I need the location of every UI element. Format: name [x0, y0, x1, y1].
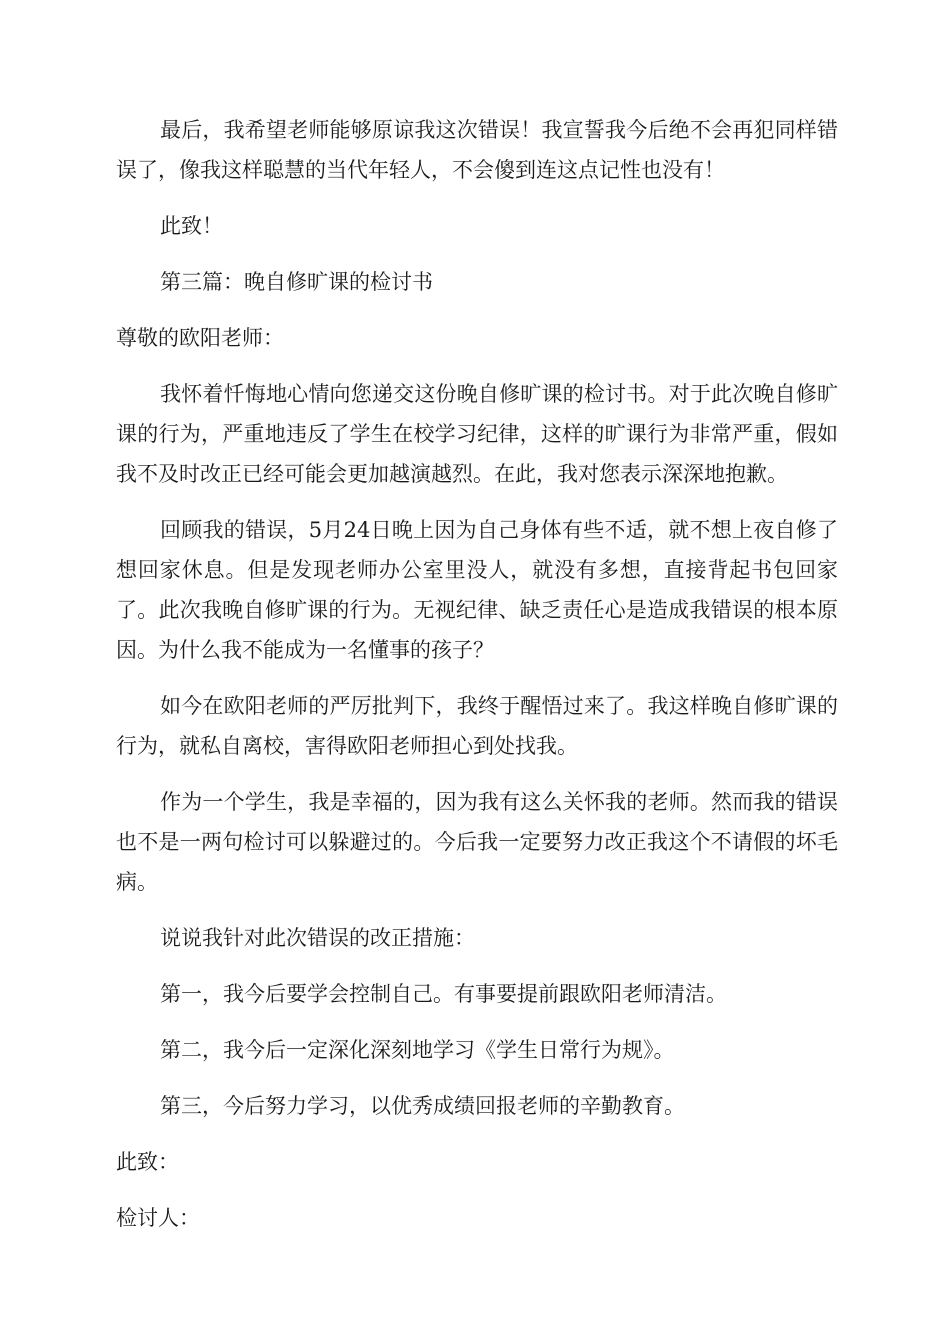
document-body — [116, 110, 838, 1254]
paragraph-salutation-1: 此致！ — [160, 214, 223, 238]
measure-item-3: 第三，今后努力学习，以优秀成绩回报老师的辛勤教育。 — [160, 1094, 685, 1118]
greeting: 尊敬的欧阳老师： — [116, 326, 284, 350]
paragraph-intro: 我怀着忏悔地心情向您递交这份晚自修旷课的检讨书。对于此次晚自修旷课的行为，严重地违反了学生在校学习纪律，这样的旷课行为非常严重，假如我不及时改正已经可能会更加越演越烈。在此，我对您表示深深地抱歉。 — [116, 382, 838, 486]
paragraph-measures-intro: 说说我针对此次错误的改正措施： — [160, 926, 475, 950]
measure-item-2: 第二，我今后一定深化深刻地学习《学生日常行为规》。 — [160, 1038, 675, 1062]
paragraph-closing-wish: 最后，我希望老师能够原谅我这次错误！我宣誓我今后绝不会再犯同样错误了，像我这样聪慧的当代年轻人，不会傻到连这点记性也没有！ — [116, 118, 838, 182]
measure-item-1: 第一，我今后要学会控制自己。有事要提前跟欧阳老师清洁。 — [160, 982, 727, 1006]
signature-line: 检讨人： — [116, 1206, 200, 1230]
paragraph-realization: 如今在欧阳老师的严厉批判下，我终于醒悟过来了。我这样晚自修旷课的行为，就私自离校，害得欧阳老师担心到处找我。 — [116, 694, 838, 758]
section-heading: 第三篇：晚自修旷课的检讨书 — [160, 270, 433, 294]
closing-salutation: 此致： — [116, 1150, 179, 1174]
paragraph-review: 回顾我的错误，5月24日晚上因为自己身体有些不适，就不想上夜自修了想回家休息。但是发现老师办公室里没人，就没有多想，直接背起书包回家了。此次我晚自修旷课的行为。无视纪律、缺乏责任心是造成我错误的根本原因。为什么我不能成为一名懂事的孩子？ — [116, 518, 838, 662]
paragraph-reflection: 作为一个学生，我是幸福的，因为我有这么关怀我的老师。然而我的错误也不是一两句检讨可以躲避过的。今后我一定要努力改正我这个不请假的坏毛病。 — [116, 790, 838, 894]
